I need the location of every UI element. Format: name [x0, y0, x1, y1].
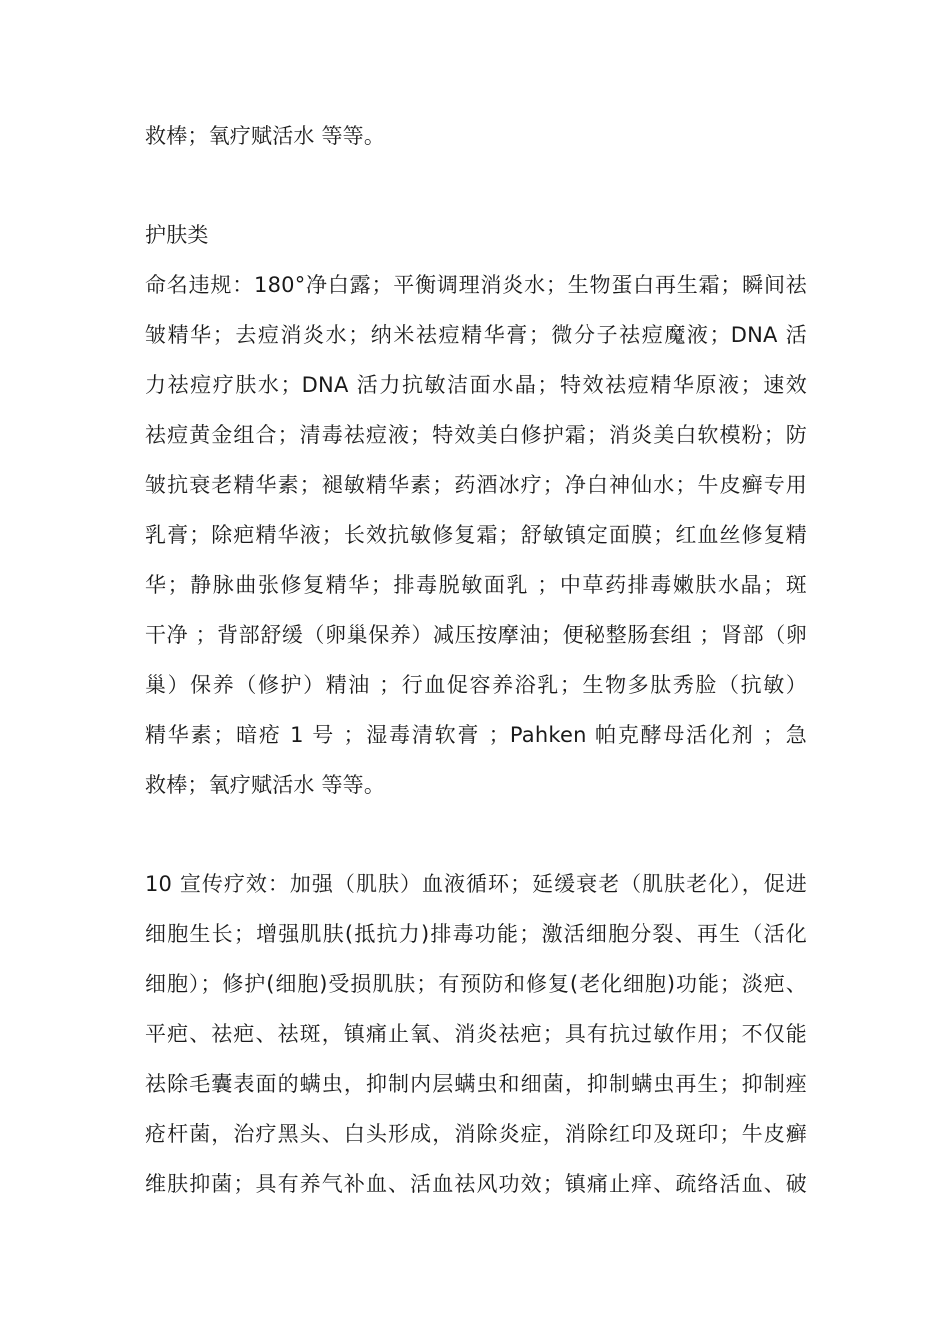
text-line: 干净 ；背部舒缓（卵巢保养）减压按摩油；便秘整肠套组 ；肾部（卵 — [145, 623, 807, 647]
text-line: 命名违规：180°净白露；平衡调理消炎水；生物蛋白再生霜；瞬间祛 — [145, 273, 807, 297]
text-line: 祛除毛囊表面的螨虫，抑制内层螨虫和细菌，抑制螨虫再生；抑制痤 — [145, 1072, 807, 1096]
text-line: 华；静脉曲张修复精华；排毒脱敏面乳 ；中草药排毒嫩肤水晶；斑 — [145, 573, 807, 597]
text-line: 精华素；暗疮 1 号 ；湿毒清软膏 ；Pahken 帕克酵母活化剂 ；急 — [145, 723, 807, 747]
section-heading: 护肤类 — [145, 223, 209, 247]
text-line: 皱精华；去痘消炎水；纳米祛痘精华膏；微分子祛痘魔液；DNA 活 — [145, 323, 807, 347]
text-line: 细胞）；修护(细胞)受损肌肤；有预防和修复(老化细胞)功能；淡疤、 — [145, 972, 807, 996]
text-line: 救棒；氧疗赋活水 等等。 — [145, 124, 386, 148]
text-line: 救棒；氧疗赋活水 等等。 — [145, 773, 386, 797]
text-line: 乳膏；除疤精华液；长效抗敏修复霜；舒敏镇定面膜；红血丝修复精 — [145, 523, 807, 547]
text-line: 维肤抑菌；具有养气补血、活血祛风功效；镇痛止痒、疏络活血、破 — [145, 1172, 807, 1196]
text-line: 祛痘黄金组合；清毒祛痘液；特效美白修护霜；消炎美白软模粉；防 — [145, 423, 807, 447]
text-line: 平疤、祛疤、祛斑，镇痛止氧、消炎祛疤；具有抗过敏作用；不仅能 — [145, 1022, 807, 1046]
text-line: 皱抗衰老精华素；褪敏精华素；药酒冰疗；净白神仙水；牛皮癣专用 — [145, 473, 807, 497]
text-line: 细胞生长；增强肌肤(抵抗力)排毒功能；激活细胞分裂、再生（活化 — [145, 922, 807, 946]
text-line: 疮杆菌，治疗黑头、白头形成，消除炎症，消除红印及斑印；牛皮癣 — [145, 1122, 807, 1146]
text-line: 10 宣传疗效：加强（肌肤）血液循环；延缓衰老（肌肤老化），促进 — [145, 872, 807, 896]
text-line: 力祛痘疗肤水；DNA 活力抗敏洁面水晶；特效祛痘精华原液；速效 — [145, 373, 807, 397]
text-line: 巢）保养（修护）精油 ；行血促容养浴乳；生物多肽秀脸（抗敏） — [145, 673, 807, 697]
